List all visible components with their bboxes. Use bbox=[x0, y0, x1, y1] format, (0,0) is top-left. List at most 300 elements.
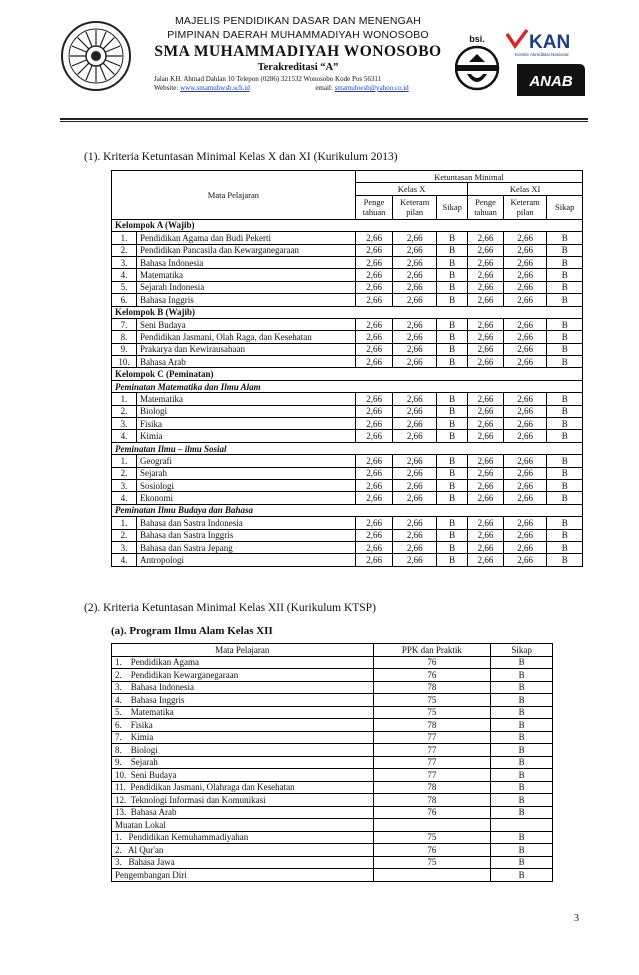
kelas-xi-pengetahuan: 2,66 bbox=[468, 455, 503, 467]
kelas-xi-sikap: B bbox=[547, 232, 583, 244]
kelas-x-keterampilan: 2,66 bbox=[393, 343, 437, 355]
subject-name: Ekonomi bbox=[137, 492, 356, 504]
kelas-x-keterampilan: 2,66 bbox=[393, 492, 437, 504]
table-row bbox=[112, 769, 553, 782]
subject-name: Matematika bbox=[137, 269, 356, 281]
ppk-value: 75 bbox=[373, 706, 491, 719]
subject-name: Fisika bbox=[137, 418, 356, 430]
kelas-x-sikap: B bbox=[437, 356, 468, 368]
table-row bbox=[112, 529, 583, 541]
header-pengetahuan-xi: Penge tahuan bbox=[468, 195, 503, 219]
table-row bbox=[112, 554, 583, 566]
row-number: 3. bbox=[112, 479, 137, 491]
kelas-x-sikap: B bbox=[437, 517, 468, 529]
table-row bbox=[112, 706, 553, 719]
sikap-value: B bbox=[491, 744, 553, 757]
table-row bbox=[112, 294, 583, 306]
kelas-xi-sikap: B bbox=[547, 541, 583, 553]
table-row bbox=[112, 455, 583, 467]
group-label: Peminatan Ilmu Budaya dan Bahasa bbox=[112, 504, 583, 516]
kelas-x-keterampilan: 2,66 bbox=[393, 269, 437, 281]
kelas-xi-pengetahuan: 2,66 bbox=[468, 479, 503, 491]
kelas-xi-keterampilan: 2,66 bbox=[503, 393, 547, 405]
kelas-x-keterampilan: 2,66 bbox=[393, 430, 437, 442]
row-number: 3. bbox=[112, 256, 137, 268]
kelas-xi-sikap: B bbox=[547, 393, 583, 405]
row-number: 9. bbox=[112, 343, 137, 355]
subject-name: Bahasa dan Sastra Jepang bbox=[137, 541, 356, 553]
kelas-x-keterampilan: 2,66 bbox=[393, 393, 437, 405]
ppk-value: 77 bbox=[373, 769, 491, 782]
section-1-title: (1). Kriteria Ketuntasan Minimal Kelas X dan XI (Kurikulum 2013) bbox=[84, 151, 398, 163]
kelas-x-sikap: B bbox=[437, 318, 468, 330]
subject-name: Matematika bbox=[137, 393, 356, 405]
table-row bbox=[112, 269, 583, 281]
kelas-xi-pengetahuan: 2,66 bbox=[468, 356, 503, 368]
kan-text: KAN bbox=[529, 32, 571, 53]
table-row bbox=[112, 781, 553, 794]
kelas-xi-keterampilan: 2,66 bbox=[503, 331, 547, 343]
kelas-x-sikap: B bbox=[437, 541, 468, 553]
school-address: Jalan KH. Ahmad Dahlan 10 Telepon (0286) 321532 Wonosobo Kode Pos 56311 bbox=[154, 75, 382, 83]
letterhead-rule-thick bbox=[60, 118, 588, 120]
kelas-x-sikap: B bbox=[437, 492, 468, 504]
kelas-x-pengetahuan: 2,66 bbox=[355, 479, 393, 491]
sikap-value: B bbox=[491, 681, 553, 694]
row-number: 1. bbox=[112, 393, 137, 405]
table-row bbox=[112, 831, 553, 844]
kelas-x-pengetahuan: 2,66 bbox=[355, 554, 393, 566]
subject-name: Bahasa dan Sastra Inggris bbox=[137, 529, 356, 541]
table-row bbox=[112, 744, 553, 757]
kelas-x-sikap: B bbox=[437, 418, 468, 430]
kelas-xi-keterampilan: 2,66 bbox=[503, 467, 547, 479]
kelas-xi-keterampilan: 2,66 bbox=[503, 541, 547, 553]
kelas-x-pengetahuan: 2,66 bbox=[355, 418, 393, 430]
table-row bbox=[112, 669, 553, 682]
subject-name: Kimia bbox=[137, 430, 356, 442]
table-row bbox=[112, 806, 553, 819]
kelas-x-sikap: B bbox=[437, 405, 468, 417]
group-label: Peminatan Matematika dan Ilmu Alam bbox=[112, 380, 583, 392]
kelas-xi-keterampilan: 2,66 bbox=[503, 554, 547, 566]
kelas-x-sikap: B bbox=[437, 331, 468, 343]
header-mata-pelajaran: Mata Pelajaran bbox=[112, 171, 356, 220]
ppk-value: 77 bbox=[373, 731, 491, 744]
kelas-x-sikap: B bbox=[437, 393, 468, 405]
kelas-x-sikap: B bbox=[437, 281, 468, 293]
header-sikap: Sikap bbox=[491, 644, 553, 657]
table-row bbox=[112, 856, 553, 869]
kelas-x-keterampilan: 2,66 bbox=[393, 244, 437, 256]
table-row bbox=[112, 492, 583, 504]
row-number: 3. bbox=[112, 541, 137, 553]
kelas-xi-keterampilan: 2,66 bbox=[503, 318, 547, 330]
sikap-value: B bbox=[491, 831, 553, 844]
kkm-table-xii bbox=[111, 643, 553, 882]
kelas-xi-keterampilan: 2,66 bbox=[503, 281, 547, 293]
kelas-xi-pengetahuan: 2,66 bbox=[468, 281, 503, 293]
sikap-value: B bbox=[491, 844, 553, 857]
kelas-xi-keterampilan: 2,66 bbox=[503, 529, 547, 541]
group-row bbox=[112, 306, 583, 318]
kelas-xi-sikap: B bbox=[547, 467, 583, 479]
kelas-xi-keterampilan: 2,66 bbox=[503, 455, 547, 467]
header-ppk: PPK dan Praktik bbox=[373, 644, 491, 657]
table-row bbox=[112, 318, 583, 330]
subject-name: 3. Bahasa Indonesia bbox=[112, 681, 374, 694]
row-number: 1. bbox=[112, 455, 137, 467]
table-row bbox=[112, 467, 583, 479]
row-number: 4. bbox=[112, 492, 137, 504]
kelas-xi-sikap: B bbox=[547, 256, 583, 268]
ppk-value: 77 bbox=[373, 756, 491, 769]
page-number: 3 bbox=[574, 913, 579, 924]
kelas-x-keterampilan: 2,66 bbox=[393, 479, 437, 491]
kelas-x-keterampilan: 2,66 bbox=[393, 418, 437, 430]
kelas-x-pengetahuan: 2,66 bbox=[355, 244, 393, 256]
sikap-value: B bbox=[491, 856, 553, 869]
kelas-xi-sikap: B bbox=[547, 529, 583, 541]
kelas-xi-pengetahuan: 2,66 bbox=[468, 418, 503, 430]
kelas-x-pengetahuan: 2,66 bbox=[355, 430, 393, 442]
subject-name: 12. Teknologi Informasi dan Komunikasi bbox=[112, 794, 374, 807]
subject-name: 1. Pendidikan Kemuhammadiyahan bbox=[112, 831, 374, 844]
table-row bbox=[112, 656, 553, 669]
letterhead-text bbox=[148, 14, 448, 93]
subject-name: 8. Biologi bbox=[112, 744, 374, 757]
subject-name: 11. Pendidikan Jasmani, Olahraga dan Kesehatan bbox=[112, 781, 374, 794]
kan-logo-icon bbox=[507, 30, 527, 46]
row-number: 6. bbox=[112, 294, 137, 306]
kelas-xi-keterampilan: 2,66 bbox=[503, 269, 547, 281]
sikap-value: B bbox=[491, 731, 553, 744]
kelas-x-keterampilan: 2,66 bbox=[393, 467, 437, 479]
header-ketuntasan: Ketuntasan Minimal bbox=[355, 171, 582, 183]
ppk-value: 76 bbox=[373, 844, 491, 857]
group-label: Peminatan Ilmu – ilmu Sosial bbox=[112, 442, 583, 454]
group-row bbox=[112, 442, 583, 454]
kelas-xi-pengetahuan: 2,66 bbox=[468, 269, 503, 281]
subject-name: 2. Al Qur'an bbox=[112, 844, 374, 857]
group-row bbox=[112, 380, 583, 392]
kelas-x-pengetahuan: 2,66 bbox=[355, 256, 393, 268]
kelas-xi-keterampilan: 2,66 bbox=[503, 256, 547, 268]
table-row bbox=[112, 517, 583, 529]
kelas-xi-sikap: B bbox=[547, 281, 583, 293]
ppk-value: 76 bbox=[373, 656, 491, 669]
kelas-xi-sikap: B bbox=[547, 405, 583, 417]
kelas-x-pengetahuan: 2,66 bbox=[355, 281, 393, 293]
header-keterampilan-x: Keteram pilan bbox=[393, 195, 437, 219]
kelas-x-keterampilan: 2,66 bbox=[393, 331, 437, 343]
row-number: 2. bbox=[112, 529, 137, 541]
kelas-xi-pengetahuan: 2,66 bbox=[468, 430, 503, 442]
subject-name: Seni Budaya bbox=[137, 318, 356, 330]
table-header-row-1 bbox=[112, 171, 583, 183]
kelas-x-pengetahuan: 2,66 bbox=[355, 343, 393, 355]
sikap-value: B bbox=[491, 869, 553, 882]
subject-name: 5. Matematika bbox=[112, 706, 374, 719]
kelas-xi-keterampilan: 2,66 bbox=[503, 343, 547, 355]
kelas-x-keterampilan: 2,66 bbox=[393, 541, 437, 553]
kelas-xi-sikap: B bbox=[547, 418, 583, 430]
subject-name: 10. Seni Budaya bbox=[112, 769, 374, 782]
muhammadiyah-logo-icon bbox=[60, 20, 132, 92]
row-number: 1. bbox=[112, 517, 137, 529]
kelas-x-keterampilan: 2,66 bbox=[393, 232, 437, 244]
kelas-xi-pengetahuan: 2,66 bbox=[468, 467, 503, 479]
header-sikap-x: Sikap bbox=[437, 195, 468, 219]
subject-name: 2. Pendidikan Kewarganegaraan bbox=[112, 669, 374, 682]
subject-name: Bahasa Inggris bbox=[137, 294, 356, 306]
ppk-value: 75 bbox=[373, 856, 491, 869]
subject-name: Sosiologi bbox=[137, 479, 356, 491]
row-number: 10. bbox=[112, 356, 137, 368]
bsi-text: bsi. bbox=[469, 34, 485, 44]
kelas-x-pengetahuan: 2,66 bbox=[355, 331, 393, 343]
kelas-x-pengetahuan: 2,66 bbox=[355, 529, 393, 541]
sikap-value: B bbox=[491, 769, 553, 782]
table-row bbox=[112, 681, 553, 694]
kelas-xi-pengetahuan: 2,66 bbox=[468, 294, 503, 306]
row-number: 4. bbox=[112, 554, 137, 566]
letterhead bbox=[60, 12, 590, 112]
bsi-logo-icon bbox=[456, 47, 498, 89]
ppk-value: 78 bbox=[373, 794, 491, 807]
header-mata-pelajaran: Mata Pelajaran bbox=[112, 644, 374, 657]
table-row bbox=[112, 541, 583, 553]
kelas-x-sikap: B bbox=[437, 232, 468, 244]
sikap-value: B bbox=[491, 694, 553, 707]
kan-subtext: Komite Akreditasi Nasional bbox=[515, 52, 569, 57]
sikap-value: B bbox=[491, 794, 553, 807]
kelas-xi-pengetahuan: 2,66 bbox=[468, 232, 503, 244]
kelas-x-keterampilan: 2,66 bbox=[393, 529, 437, 541]
header-kelas-x: Kelas X bbox=[355, 183, 468, 195]
kelas-x-keterampilan: 2,66 bbox=[393, 356, 437, 368]
table-header-row bbox=[112, 644, 553, 657]
kelas-xi-pengetahuan: 2,66 bbox=[468, 343, 503, 355]
kelas-xi-sikap: B bbox=[547, 331, 583, 343]
kelas-xi-sikap: B bbox=[547, 517, 583, 529]
kelas-xi-sikap: B bbox=[547, 318, 583, 330]
row-number: 2. bbox=[112, 467, 137, 479]
kelas-x-sikap: B bbox=[437, 554, 468, 566]
kelas-x-pengetahuan: 2,66 bbox=[355, 492, 393, 504]
table-row bbox=[112, 356, 583, 368]
ppk-value: 76 bbox=[373, 669, 491, 682]
kelas-xi-pengetahuan: 2,66 bbox=[468, 554, 503, 566]
kelas-x-keterampilan: 2,66 bbox=[393, 256, 437, 268]
subject-name: 3. Bahasa Jawa bbox=[112, 856, 374, 869]
kelas-x-sikap: B bbox=[437, 467, 468, 479]
subject-name: Pendidikan Agama dan Budi Pekerti bbox=[137, 232, 356, 244]
kelas-xi-pengetahuan: 2,66 bbox=[468, 256, 503, 268]
table-row bbox=[112, 343, 583, 355]
subject-name: Muatan Lokal bbox=[112, 819, 374, 832]
row-number: 8. bbox=[112, 331, 137, 343]
anab-text: ANAB bbox=[529, 73, 573, 90]
kelas-x-sikap: B bbox=[437, 294, 468, 306]
kelas-xi-pengetahuan: 2,66 bbox=[468, 244, 503, 256]
kelas-xi-pengetahuan: 2,66 bbox=[468, 405, 503, 417]
table-row bbox=[112, 405, 583, 417]
section-2-subtitle: (a). Program Ilmu Alam Kelas XII bbox=[111, 625, 273, 637]
subject-name: Bahasa Arab bbox=[137, 356, 356, 368]
kelas-x-pengetahuan: 2,66 bbox=[355, 541, 393, 553]
section-2-title: (2). Kriteria Ketuntasan Minimal Kelas XII (Kurikulum KTSP) bbox=[84, 602, 376, 614]
kelas-x-pengetahuan: 2,66 bbox=[355, 269, 393, 281]
sikap-value: B bbox=[491, 706, 553, 719]
kelas-xi-sikap: B bbox=[547, 356, 583, 368]
kelas-x-sikap: B bbox=[437, 244, 468, 256]
table-row bbox=[112, 731, 553, 744]
kelas-x-sikap: B bbox=[437, 256, 468, 268]
kelas-x-sikap: B bbox=[437, 455, 468, 467]
subject-name: Pendidikan Jasmani, Olah Raga, dan Kesehatan bbox=[137, 331, 356, 343]
header-sikap-xi: Sikap bbox=[547, 195, 583, 219]
kelas-xi-keterampilan: 2,66 bbox=[503, 430, 547, 442]
table-row bbox=[112, 479, 583, 491]
contact-line bbox=[148, 84, 448, 93]
table-row bbox=[112, 756, 553, 769]
sikap-value: B bbox=[491, 669, 553, 682]
kelas-xi-pengetahuan: 2,66 bbox=[468, 541, 503, 553]
kelas-xi-pengetahuan: 2,66 bbox=[468, 517, 503, 529]
email-link[interactable]: smamuhwsb@yahoo.co.id bbox=[334, 84, 409, 92]
kelas-x-sikap: B bbox=[437, 479, 468, 491]
kelas-x-sikap: B bbox=[437, 343, 468, 355]
row-number: 5. bbox=[112, 281, 137, 293]
table-row bbox=[112, 256, 583, 268]
row-number: 4. bbox=[112, 269, 137, 281]
ppk-value: 76 bbox=[373, 806, 491, 819]
kelas-xi-sikap: B bbox=[547, 343, 583, 355]
kelas-xi-sikap: B bbox=[547, 244, 583, 256]
kelas-xi-sikap: B bbox=[547, 479, 583, 491]
subject-name: Pendidikan Pancasila dan Kewarganegaraan bbox=[137, 244, 356, 256]
kelas-xi-sikap: B bbox=[547, 455, 583, 467]
kelas-xi-keterampilan: 2,66 bbox=[503, 232, 547, 244]
subject-name: 7. Kimia bbox=[112, 731, 374, 744]
sikap-value: B bbox=[491, 719, 553, 732]
subject-name: Geografi bbox=[137, 455, 356, 467]
subject-name: 9. Sejarah bbox=[112, 756, 374, 769]
kelas-x-pengetahuan: 2,66 bbox=[355, 455, 393, 467]
kelas-x-keterampilan: 2,66 bbox=[393, 455, 437, 467]
header-pengetahuan-x: Penge tahuan bbox=[355, 195, 393, 219]
table-row bbox=[112, 694, 553, 707]
table-row bbox=[112, 281, 583, 293]
sikap-value: B bbox=[491, 756, 553, 769]
kelas-x-pengetahuan: 2,66 bbox=[355, 356, 393, 368]
kelas-xi-keterampilan: 2,66 bbox=[503, 356, 547, 368]
ppk-value bbox=[373, 819, 491, 832]
ppk-value: 78 bbox=[373, 781, 491, 794]
row-number: 2. bbox=[112, 244, 137, 256]
kelas-x-pengetahuan: 2,66 bbox=[355, 467, 393, 479]
kelas-x-pengetahuan: 2,66 bbox=[355, 232, 393, 244]
subject-name: Pengembangan Diri bbox=[112, 869, 374, 882]
kelas-xi-keterampilan: 2,66 bbox=[503, 418, 547, 430]
kelas-x-sikap: B bbox=[437, 529, 468, 541]
kelas-xi-sikap: B bbox=[547, 554, 583, 566]
kelas-xi-keterampilan: 2,66 bbox=[503, 294, 547, 306]
kelas-xi-pengetahuan: 2,66 bbox=[468, 318, 503, 330]
kelas-x-keterampilan: 2,66 bbox=[393, 554, 437, 566]
ppk-value: 78 bbox=[373, 681, 491, 694]
subject-name: 6. Fisika bbox=[112, 719, 374, 732]
table-row bbox=[112, 844, 553, 857]
subject-name: Antropologi bbox=[137, 554, 356, 566]
table-row bbox=[112, 869, 553, 882]
row-number: 3. bbox=[112, 418, 137, 430]
table-row bbox=[112, 430, 583, 442]
subject-name: 1. Pendidikan Agama bbox=[112, 656, 374, 669]
organization-line-1: MAJELIS PENDIDIKAN DASAR DAN MENENGAH bbox=[174, 15, 422, 27]
kelas-xi-pengetahuan: 2,66 bbox=[468, 393, 503, 405]
table-row bbox=[112, 331, 583, 343]
row-number: 2. bbox=[112, 405, 137, 417]
group-label: Kelompok B (Wajib) bbox=[112, 306, 583, 318]
letterhead-rule-thin bbox=[60, 121, 588, 122]
group-label: Kelompok C (Peminatan) bbox=[112, 368, 583, 380]
kelas-xi-keterampilan: 2,66 bbox=[503, 479, 547, 491]
row-number: 4. bbox=[112, 430, 137, 442]
subject-name: 13. Bahasa Arab bbox=[112, 806, 374, 819]
kelas-x-keterampilan: 2,66 bbox=[393, 281, 437, 293]
subject-name: Prakarya dan Kewirausahaan bbox=[137, 343, 356, 355]
subject-name: Sejarah Indonesia bbox=[137, 281, 356, 293]
row-number: 1. bbox=[112, 232, 137, 244]
organization-line-2: PIMPINAN DAERAH MUHAMMADIYAH WONOSOBO bbox=[167, 29, 429, 41]
kelas-x-sikap: B bbox=[437, 269, 468, 281]
kelas-x-pengetahuan: 2,66 bbox=[355, 405, 393, 417]
table-row bbox=[112, 418, 583, 430]
table-row bbox=[112, 232, 583, 244]
kkm-table-xii-body bbox=[112, 644, 553, 882]
kelas-x-keterampilan: 2,66 bbox=[393, 294, 437, 306]
subject-name: Bahasa Indonesia bbox=[137, 256, 356, 268]
group-row bbox=[112, 368, 583, 380]
sikap-value: B bbox=[491, 781, 553, 794]
kelas-xi-sikap: B bbox=[547, 430, 583, 442]
kelas-x-keterampilan: 2,66 bbox=[393, 405, 437, 417]
ppk-value: 75 bbox=[373, 694, 491, 707]
table-row bbox=[112, 719, 553, 732]
kelas-x-keterampilan: 2,66 bbox=[393, 318, 437, 330]
table-row bbox=[112, 794, 553, 807]
ppk-value: 75 bbox=[373, 831, 491, 844]
kkm-table-x-xi-body bbox=[112, 171, 583, 567]
kelas-xi-keterampilan: 2,66 bbox=[503, 517, 547, 529]
website-label: Website: bbox=[154, 84, 179, 92]
table-row bbox=[112, 244, 583, 256]
website-link[interactable]: www.smamuhwsb.sch.id bbox=[180, 84, 250, 92]
kelas-xi-keterampilan: 2,66 bbox=[503, 405, 547, 417]
kkm-table-x-xi bbox=[111, 170, 583, 567]
kelas-xi-pengetahuan: 2,66 bbox=[468, 331, 503, 343]
certification-logos bbox=[455, 28, 595, 108]
ppk-value: 78 bbox=[373, 719, 491, 732]
group-row bbox=[112, 219, 583, 231]
subject-name: Biologi bbox=[137, 405, 356, 417]
kelas-x-sikap: B bbox=[437, 430, 468, 442]
school-name: SMA MUHAMMADIYAH WONOSOBO bbox=[154, 43, 442, 60]
row-number: 7. bbox=[112, 318, 137, 330]
table-row bbox=[112, 819, 553, 832]
